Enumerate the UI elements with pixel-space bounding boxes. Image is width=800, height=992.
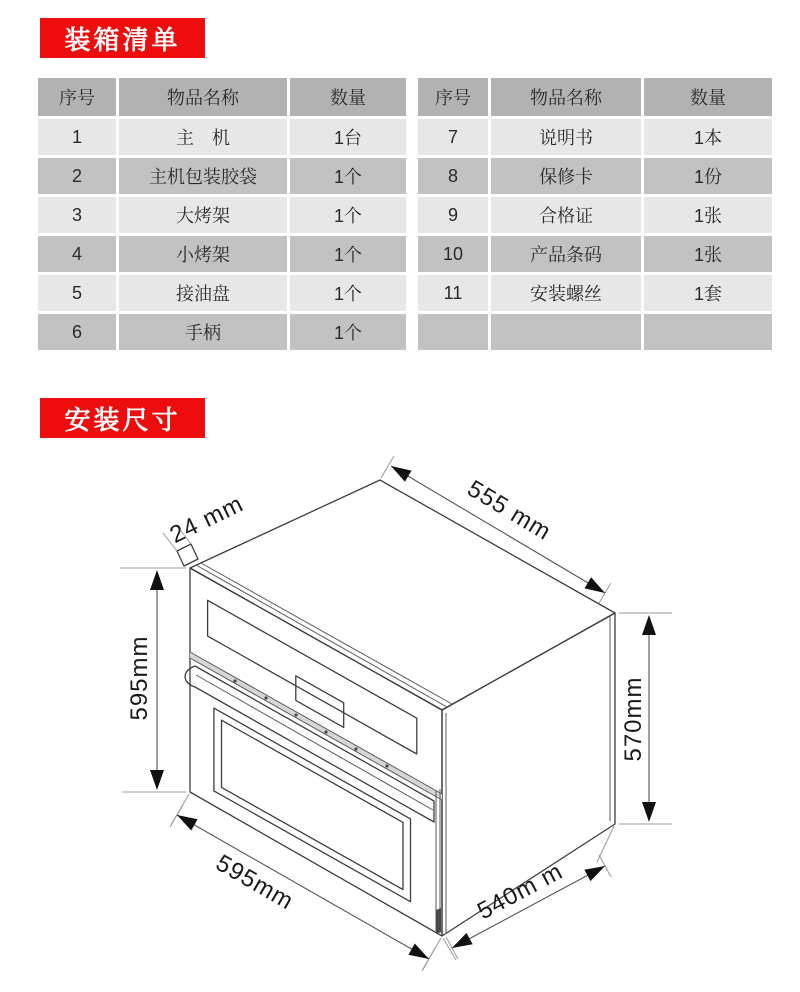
cell-name: 主 机 bbox=[119, 119, 287, 155]
cell-no: 10 bbox=[418, 236, 488, 272]
cell-no bbox=[418, 314, 488, 350]
dim-left bbox=[120, 568, 186, 792]
cell-qty: 1台 bbox=[290, 119, 406, 155]
cell-qty: 1套 bbox=[644, 275, 772, 311]
door-top-strip-edge bbox=[190, 658, 442, 800]
col-header-qty: 数量 bbox=[644, 78, 772, 116]
col-header-name: 物品名称 bbox=[491, 78, 641, 116]
control-panel-window bbox=[208, 600, 417, 754]
dim-bottom-arrow bbox=[408, 944, 429, 960]
cell-name: 小烤架 bbox=[119, 236, 287, 272]
cell-no: 1 bbox=[38, 119, 116, 155]
cell-name: 手柄 bbox=[119, 314, 287, 350]
dim-bottom-line bbox=[177, 815, 429, 959]
col-header-no: 序号 bbox=[38, 78, 116, 116]
door-bottom-seal bbox=[436, 908, 441, 934]
packing-table-right bbox=[418, 78, 772, 350]
dim-top-arrow bbox=[585, 577, 606, 593]
cell-qty: 1个 bbox=[290, 314, 406, 350]
cell-no: 5 bbox=[38, 275, 116, 311]
cell-qty: 1张 bbox=[644, 197, 772, 233]
cell-qty: 1个 bbox=[290, 158, 406, 194]
cell-name: 大烤架 bbox=[119, 197, 287, 233]
dim-lip bbox=[163, 490, 248, 551]
install-dims-badge: 安装尺寸 bbox=[40, 398, 205, 438]
col-header-name: 物品名称 bbox=[119, 78, 287, 116]
cell-no: 7 bbox=[418, 119, 488, 155]
packing-list-badge: 装箱清单 bbox=[40, 18, 205, 58]
dim-left-arrow bbox=[150, 570, 164, 590]
col-header-no: 序号 bbox=[418, 78, 488, 116]
cell-name: 主机包装胶袋 bbox=[119, 158, 287, 194]
cell-no: 9 bbox=[418, 197, 488, 233]
cell-qty: 1张 bbox=[644, 236, 772, 272]
cell-no: 3 bbox=[38, 197, 116, 233]
cell-no: 6 bbox=[38, 314, 116, 350]
cell-qty bbox=[644, 314, 772, 350]
dim-right-arrow bbox=[642, 802, 656, 822]
dim-top-label: 555 mm bbox=[462, 475, 556, 547]
cell-no: 2 bbox=[38, 158, 116, 194]
dim-left-label: 595mm bbox=[126, 635, 153, 721]
oven-handle bbox=[185, 666, 434, 822]
oven-top-lip-line bbox=[196, 565, 447, 707]
cell-name: 保修卡 bbox=[491, 158, 641, 194]
cell-qty: 1本 bbox=[644, 119, 772, 155]
dim-depth-label: 540m m bbox=[472, 857, 568, 926]
cell-no: 4 bbox=[38, 236, 116, 272]
cell-name: 合格证 bbox=[491, 197, 641, 233]
dim-depth-arrow bbox=[452, 933, 473, 948]
dim-right bbox=[619, 613, 672, 824]
cell-qty: 1个 bbox=[290, 236, 406, 272]
dim-bottom-arrow bbox=[177, 815, 198, 831]
dim-right-label: 570mm bbox=[620, 676, 647, 762]
cell-no: 8 bbox=[418, 158, 488, 194]
dim-depth-ext bbox=[443, 938, 456, 960]
install-diagram bbox=[0, 432, 800, 992]
cell-qty: 1个 bbox=[290, 197, 406, 233]
dim-lip-label: 24 mm bbox=[165, 490, 248, 549]
col-header-qty: 数量 bbox=[290, 78, 406, 116]
cell-name: 说明书 bbox=[491, 119, 641, 155]
cell-name: 安装螺丝 bbox=[491, 275, 641, 311]
dim-top-arrow bbox=[391, 466, 412, 482]
dim-bottom-label: 595mm bbox=[211, 849, 299, 916]
packing-table-left bbox=[38, 78, 406, 350]
cell-qty: 1个 bbox=[290, 275, 406, 311]
dim-left-arrow bbox=[150, 770, 164, 790]
dim-depth-arrow bbox=[584, 866, 605, 881]
oven-top-face bbox=[190, 480, 615, 710]
cell-no: 11 bbox=[418, 275, 488, 311]
cell-name bbox=[491, 314, 641, 350]
dim-top-line bbox=[391, 466, 605, 593]
dim-top bbox=[381, 456, 611, 603]
cell-qty: 1份 bbox=[644, 158, 772, 194]
dim-right-arrow bbox=[642, 615, 656, 635]
door-top-strip bbox=[190, 652, 442, 800]
dim-depth bbox=[443, 826, 614, 960]
cell-name: 接油盘 bbox=[119, 275, 287, 311]
cell-name: 产品条码 bbox=[491, 236, 641, 272]
